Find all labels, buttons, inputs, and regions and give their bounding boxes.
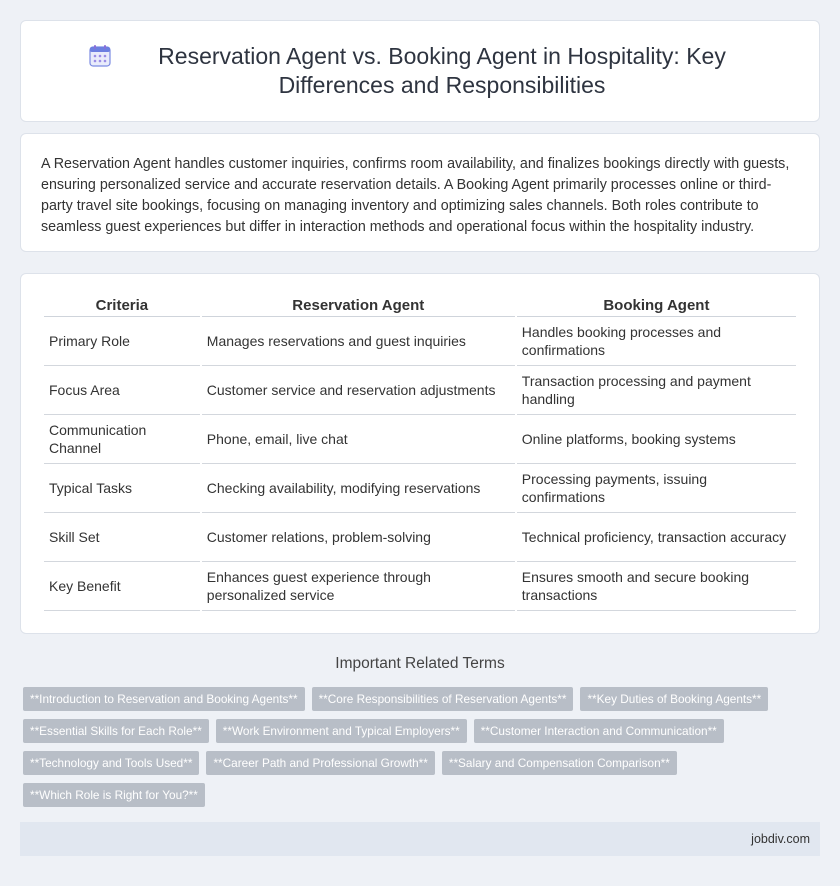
header-booking-agent: Booking Agent xyxy=(517,291,796,317)
table-cell: Checking availability, modifying reservations xyxy=(202,464,515,513)
table-row xyxy=(44,415,796,464)
table-row xyxy=(44,366,796,415)
table-cell: Typical Tasks xyxy=(44,464,200,513)
table-cell: Transaction processing and payment handling xyxy=(517,366,796,415)
table-cell: Handles booking processes and confirmations xyxy=(517,317,796,366)
footer xyxy=(20,822,820,856)
comparison-table-card xyxy=(20,273,820,634)
table-cell: Key Benefit xyxy=(44,562,200,611)
related-term-tag[interactable]: **Technology and Tools Used** xyxy=(23,751,199,775)
related-term-tag[interactable]: **Work Environment and Typical Employers** xyxy=(216,719,467,743)
related-terms-title: Important Related Terms xyxy=(335,655,505,672)
page-title: Reservation Agent vs. Booking Agent in Hospitality: Key Differences and Responsibilities xyxy=(158,43,726,98)
table-row xyxy=(44,464,796,513)
table-cell: Focus Area xyxy=(44,366,200,415)
related-term-tag[interactable]: **Introduction to Reservation and Booking Agents** xyxy=(23,687,305,711)
table-row xyxy=(44,317,796,366)
related-terms-list xyxy=(23,687,803,807)
intro-text: A Reservation Agent handles customer inquiries, confirms room availability, and finalizes bookings directly with guests, ensuring personalized service and accurate reservation details. A Booking Agent primarily processes online or third-party travel site bookings, focusing on managing inventory and optimizing sales channels. Both roles contribute to seamless guest experiences but differ in interaction methods and operational focus within the hospitality industry. xyxy=(41,156,790,235)
related-term-tag[interactable]: **Career Path and Professional Growth** xyxy=(206,751,434,775)
table-cell: Processing payments, issuing confirmations xyxy=(517,464,796,513)
table-row xyxy=(44,562,796,611)
calendar-icon xyxy=(88,44,112,68)
header-reservation-agent: Reservation Agent xyxy=(202,291,515,317)
table-cell: Enhances guest experience through personalized service xyxy=(202,562,515,611)
related-term-tag[interactable]: **Key Duties of Booking Agents** xyxy=(580,687,768,711)
related-term-tag[interactable]: **Customer Interaction and Communication** xyxy=(474,719,724,743)
table-cell: Customer service and reservation adjustments xyxy=(202,366,515,415)
table-cell: Phone, email, live chat xyxy=(202,415,515,464)
table-row xyxy=(44,513,796,562)
intro-card xyxy=(20,133,820,252)
related-term-tag[interactable]: **Essential Skills for Each Role** xyxy=(23,719,209,743)
table-cell: Technical proficiency, transaction accuracy xyxy=(517,513,796,562)
header-criteria: Criteria xyxy=(44,291,200,317)
related-term-tag[interactable]: **Core Responsibilities of Reservation Agents** xyxy=(312,687,574,711)
header-card xyxy=(20,20,820,122)
table-cell: Ensures smooth and secure booking transactions xyxy=(517,562,796,611)
table-header-row xyxy=(44,291,796,317)
table-cell: Customer relations, problem-solving xyxy=(202,513,515,562)
table-cell: Skill Set xyxy=(44,513,200,562)
table-cell: Manages reservations and guest inquiries xyxy=(202,317,515,366)
table-cell: Online platforms, booking systems xyxy=(517,415,796,464)
table-cell: Communication Channel xyxy=(44,415,200,464)
related-term-tag[interactable]: **Which Role is Right for You?** xyxy=(23,783,205,807)
comparison-table xyxy=(42,291,798,611)
table-cell: Primary Role xyxy=(44,317,200,366)
footer-site-link[interactable]: jobdiv.com xyxy=(751,832,810,846)
related-term-tag[interactable]: **Salary and Compensation Comparison** xyxy=(442,751,677,775)
